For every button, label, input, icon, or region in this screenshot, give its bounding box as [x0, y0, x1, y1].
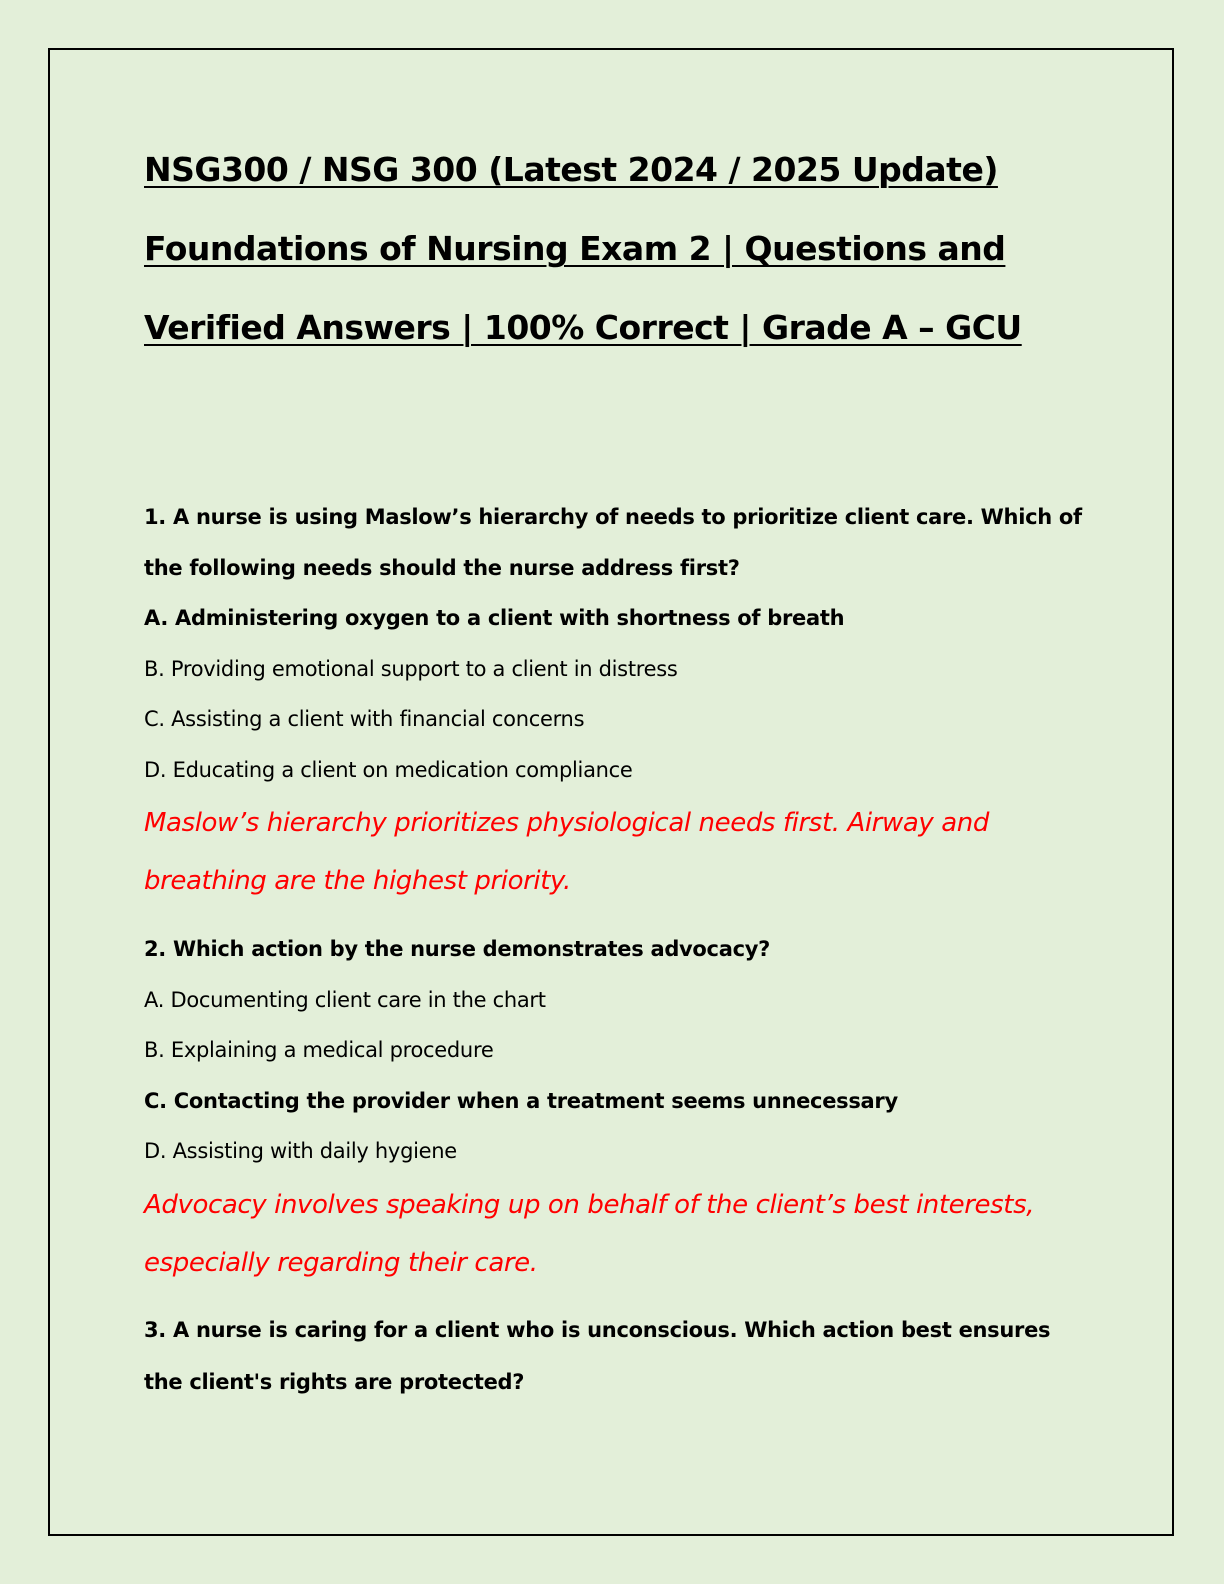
- title-line-3: Verified Answers | 100% Correct | Grade A – GCU: [144, 308, 1022, 347]
- question-1-option-b: B. Providing emotional support to a client in distress: [144, 657, 678, 681]
- question-1-text-line-1: 1. A nurse is using Maslow’s hierarchy of needs to prioritize client care. Which of: [144, 505, 1082, 529]
- question-2-option-b: B. Explaining a medical procedure: [144, 1038, 494, 1062]
- question-2-option-a: A. Documenting client care in the chart: [144, 988, 546, 1012]
- question-2-text-line-1: 2. Which action by the nurse demonstrates advocacy?: [144, 937, 771, 961]
- title-line-2: Foundations of Nursing Exam 2 | Questions and: [144, 229, 1006, 268]
- question-2-rationale-line-2: especially regarding their care.: [144, 1248, 538, 1278]
- question-1-rationale-line-1: Maslow’s hierarchy prioritizes physiological needs first. Airway and: [144, 808, 989, 838]
- question-1-option-d: D. Educating a client on medication compliance: [144, 758, 633, 782]
- question-3-text-line-2: the client's rights are protected?: [144, 1370, 525, 1394]
- question-1-rationale-line-2: breathing are the highest priority.: [144, 866, 571, 896]
- page-border: [48, 48, 1174, 1536]
- title-line-1: NSG300 / NSG 300 (Latest 2024 / 2025 Update): [144, 150, 998, 189]
- question-3-text-line-1: 3. A nurse is caring for a client who is unconscious. Which action best ensures: [144, 1318, 1051, 1342]
- question-1-text-line-2: the following needs should the nurse address first?: [144, 556, 740, 580]
- question-2-rationale-line-1: Advocacy involves speaking up on behalf of the client’s best interests,: [144, 1190, 1035, 1220]
- question-2-option-d: D. Assisting with daily hygiene: [144, 1139, 457, 1163]
- question-1-option-c: C. Assisting a client with financial concerns: [144, 707, 585, 731]
- question-2-option-c: C. Contacting the provider when a treatment seems unnecessary: [144, 1089, 898, 1113]
- question-1-option-a: A. Administering oxygen to a client with shortness of breath: [144, 606, 845, 630]
